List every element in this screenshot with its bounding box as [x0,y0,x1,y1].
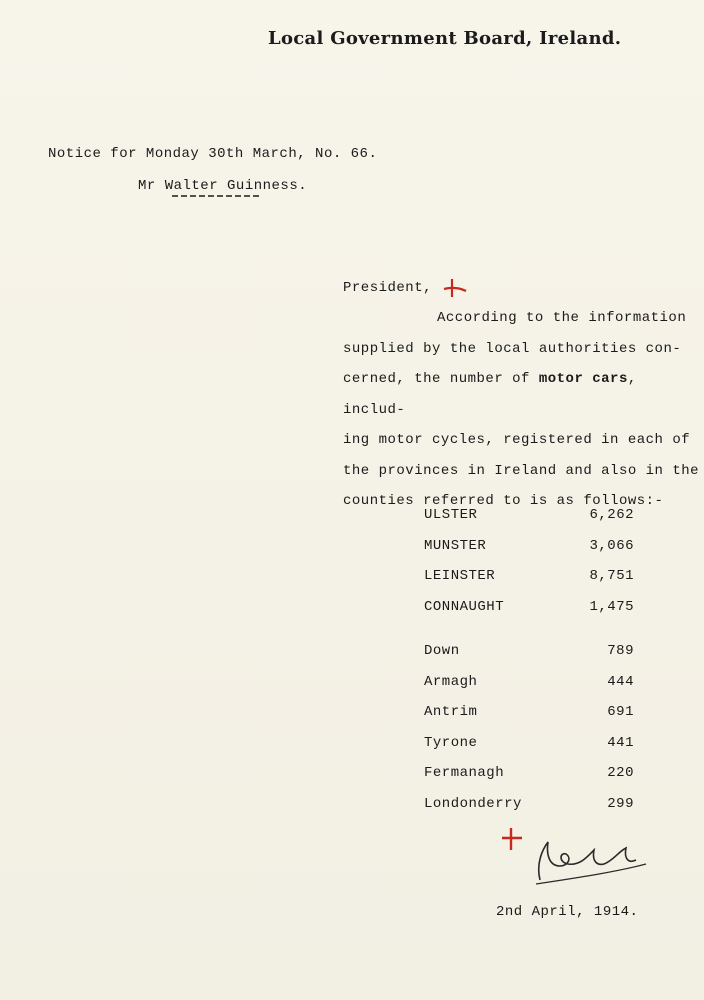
handwritten-signature [496,820,666,890]
county-name: Armagh [424,673,478,690]
red-cross-mark-icon [442,278,468,298]
province-count: 3,066 [589,537,634,554]
county-count: 441 [607,734,634,751]
table-row [424,636,634,667]
province-name: LEINSTER [424,568,496,585]
county-name: Tyrone [424,734,478,751]
county-name: Antrim [424,704,478,721]
province-name: MUNSTER [424,537,487,554]
document-date: 2nd April, 1914. [496,904,639,920]
county-count: 299 [607,795,634,812]
paragraph-line: supplied by the local authorities con- [343,340,682,357]
county-count: 220 [607,765,634,782]
table-row [424,697,634,728]
table-row [424,667,634,698]
county-name: Fermanagh [424,765,505,782]
table-row [424,561,634,592]
county-count: 691 [607,704,634,721]
paragraph-line: According to the information [437,310,687,326]
county-name: Londonderry [424,795,522,812]
table-row [424,758,634,789]
letterhead: Local Government Board, Ireland. [268,28,622,49]
county-count: 444 [607,673,634,690]
paragraph-line: ing motor cycles, registered in each of [343,432,691,448]
table-row [424,500,634,531]
registration-table [424,500,634,819]
paragraph-line: counties referred to is as follows:- [343,493,664,509]
table-row [424,789,634,820]
salutation [343,278,468,298]
member-name: Mr Walter Guinness. [138,178,308,194]
paragraph-line: the provinces in Ireland and also in the [343,462,700,479]
table-row [424,728,634,759]
table-row [424,531,634,562]
county-count: 789 [607,643,634,660]
province-count: 1,475 [589,598,634,615]
province-count: 8,751 [589,568,634,585]
salutation-text: President, [343,280,433,296]
emphasis-motor-cars: motor cars [538,371,628,387]
county-name: Down [424,643,460,660]
table-row [424,592,634,623]
dashed-underline [172,191,262,201]
body-paragraph [343,303,703,517]
paragraph-fragment: cerned, the number of [343,371,539,387]
paragraph-line [343,364,703,425]
section-gap [424,622,634,636]
notice-line: Notice for Monday 30th March, No. 66. [48,146,378,162]
province-count: 6,262 [589,507,634,524]
province-name: CONNAUGHT [424,598,505,615]
paragraph-fragment: , includ- [343,371,637,418]
province-name: ULSTER [424,507,478,524]
